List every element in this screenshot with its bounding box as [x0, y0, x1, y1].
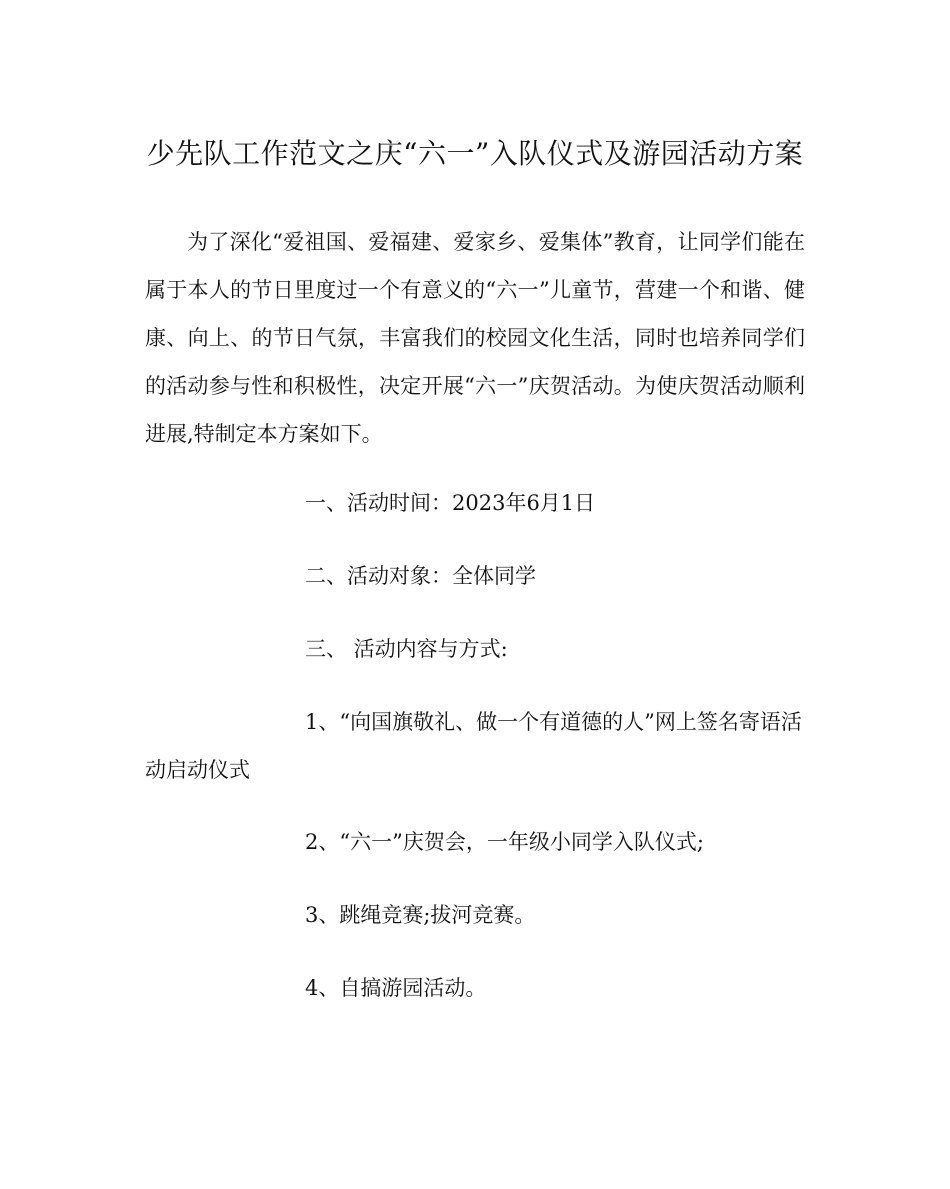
list-item-text: 一、活动时间：2023年6月1日	[305, 491, 596, 515]
document-title: 少先队工作范文之庆“六一”入队仪式及游园活动方案	[146, 137, 804, 170]
list-item-text: 3、跳绳竞赛;拔河竞赛。	[305, 903, 536, 927]
list-item-text: 1、“向国旗敬礼、做一个有道德的人”网上签名寄语活动启动仪式	[145, 710, 802, 782]
list-item-flag-salute	[145, 698, 805, 794]
intro-paragraph: 为了深化“爱祖国、爱福建、爱家乡、爱集体”教育，让同学们能在属于本人的节日里度过一个有意义的“六一”儿童节，营建一个和谐、健康、向上、的节日气氛，丰富我们的校园文化生活，同时也培养同学们的活动参与性和积极性，决定开展“六一”庆贺活动。为使庆贺活动顺利进展,特制定本方案如下。	[145, 230, 805, 446]
list-item-content-heading	[145, 625, 805, 673]
list-item-celebration	[145, 818, 805, 866]
list-item-audience	[145, 552, 805, 600]
list-item-text: 三、 活动内容与方式:	[305, 637, 508, 661]
list-item-garden-party	[145, 964, 805, 1012]
list-item-text: 4、自搞游园活动。	[305, 976, 487, 1000]
list-item-text: 2、“六一”庆贺会，一年级小同学入队仪式;	[305, 830, 704, 854]
list-item-competition	[145, 891, 805, 939]
list-item-time	[145, 479, 805, 527]
list-item-text: 二、活动对象：全体同学	[305, 564, 536, 588]
